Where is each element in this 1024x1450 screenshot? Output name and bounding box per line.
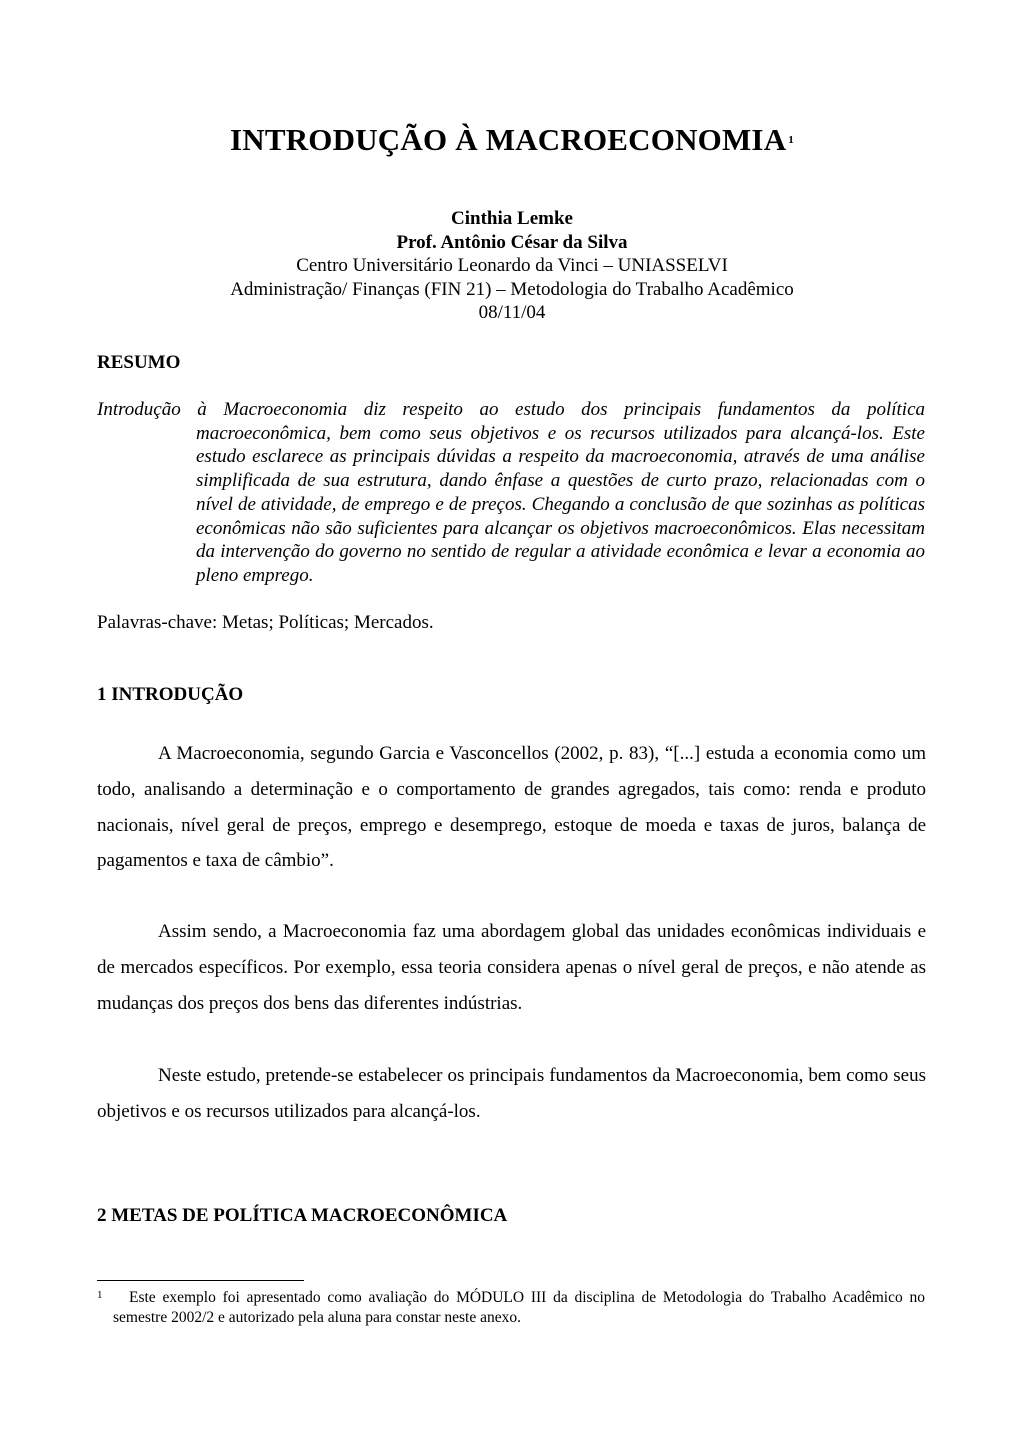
advisor-name: Prof. Antônio César da Silva [396, 231, 628, 253]
title-text: INTRODUÇÃO À MACROECONOMIA [229, 122, 787, 157]
date: 08/11/04 [478, 302, 546, 323]
paragraph: Neste estudo, pretende-se estabelecer os principais fundamentos da Macroeconomia, bem como seus objetivos e os recursos utilizados para alcançá-los. [97, 1065, 926, 1122]
footnote-text: Este exemplo foi apresentado como avaliação do MÓDULO III da disciplina de Metodologia do Trabalho Acadêmico no semestre 2002/2 e autorizado pela aluna para constar neste anexo. [113, 1289, 925, 1326]
paragraph: Assim sendo, a Macroeconomia faz uma abordagem global das unidades econômicas individuais e de mercados específicos. Por exemplo, essa teoria considera apenas o nível geral de preços, e não atende as mudanças dos preços dos bens das diferentes indústrias. [97, 921, 926, 1014]
document-title [0, 122, 1024, 158]
institution: Centro Universitário Leonardo da Vinci – UNIASSELVI [296, 255, 728, 276]
keywords: Palavras-chave: Metas; Políticas; Mercados. [97, 612, 434, 633]
author-block [0, 207, 1024, 325]
title-footnote-mark[interactable]: 1 [788, 134, 794, 146]
footnote [97, 1288, 925, 1328]
course: Administração/ Finanças (FIN 21) – Metodologia do Trabalho Acadêmico [230, 278, 794, 300]
author-name: Cinthia Lemke [451, 208, 573, 229]
paragraph: A Macroeconomia, segundo Garcia e Vasconcellos (2002, p. 83), “[...] estuda a economia como um todo, analisando a determinação e o comportamento de grandes agregados, tais como: renda e produto nacionais, nível geral de preços, emprego e desemprego, estoque de moeda e taxas de juros, balança de pagamentos e taxa de câmbio”. [97, 743, 926, 872]
footnote-divider [97, 1280, 304, 1281]
section-heading-metas: 2 METAS DE POLÍTICA MACROECONÔMICA [97, 1205, 508, 1226]
footnote-number: 1 [97, 1289, 103, 1301]
abstract-text: Introdução à Macroeconomia diz respeito ao estudo dos principais fundamentos da política macroeconômica, bem como seus objetivos e os recursos utilizados para alcançá-los. Este estudo esclarece as principais dúvidas a respeito da macroeconomia, através de uma análise simplificada de sua estrutura, dando ênfase a questões de curto prazo, relacionadas com o nível de atividade, de emprego e de preços. Chegando a conclusão de que sozinhas as políticas econômicas não são suficientes para alcançar os objetivos macroeconômicos. Elas necessitam da intervenção do governo no sentido de regular a atividade econômica e levar a economia ao pleno emprego. [97, 399, 925, 586]
section-heading-introduction: 1 INTRODUÇÃO [97, 684, 244, 705]
abstract-heading: RESUMO [97, 352, 181, 373]
